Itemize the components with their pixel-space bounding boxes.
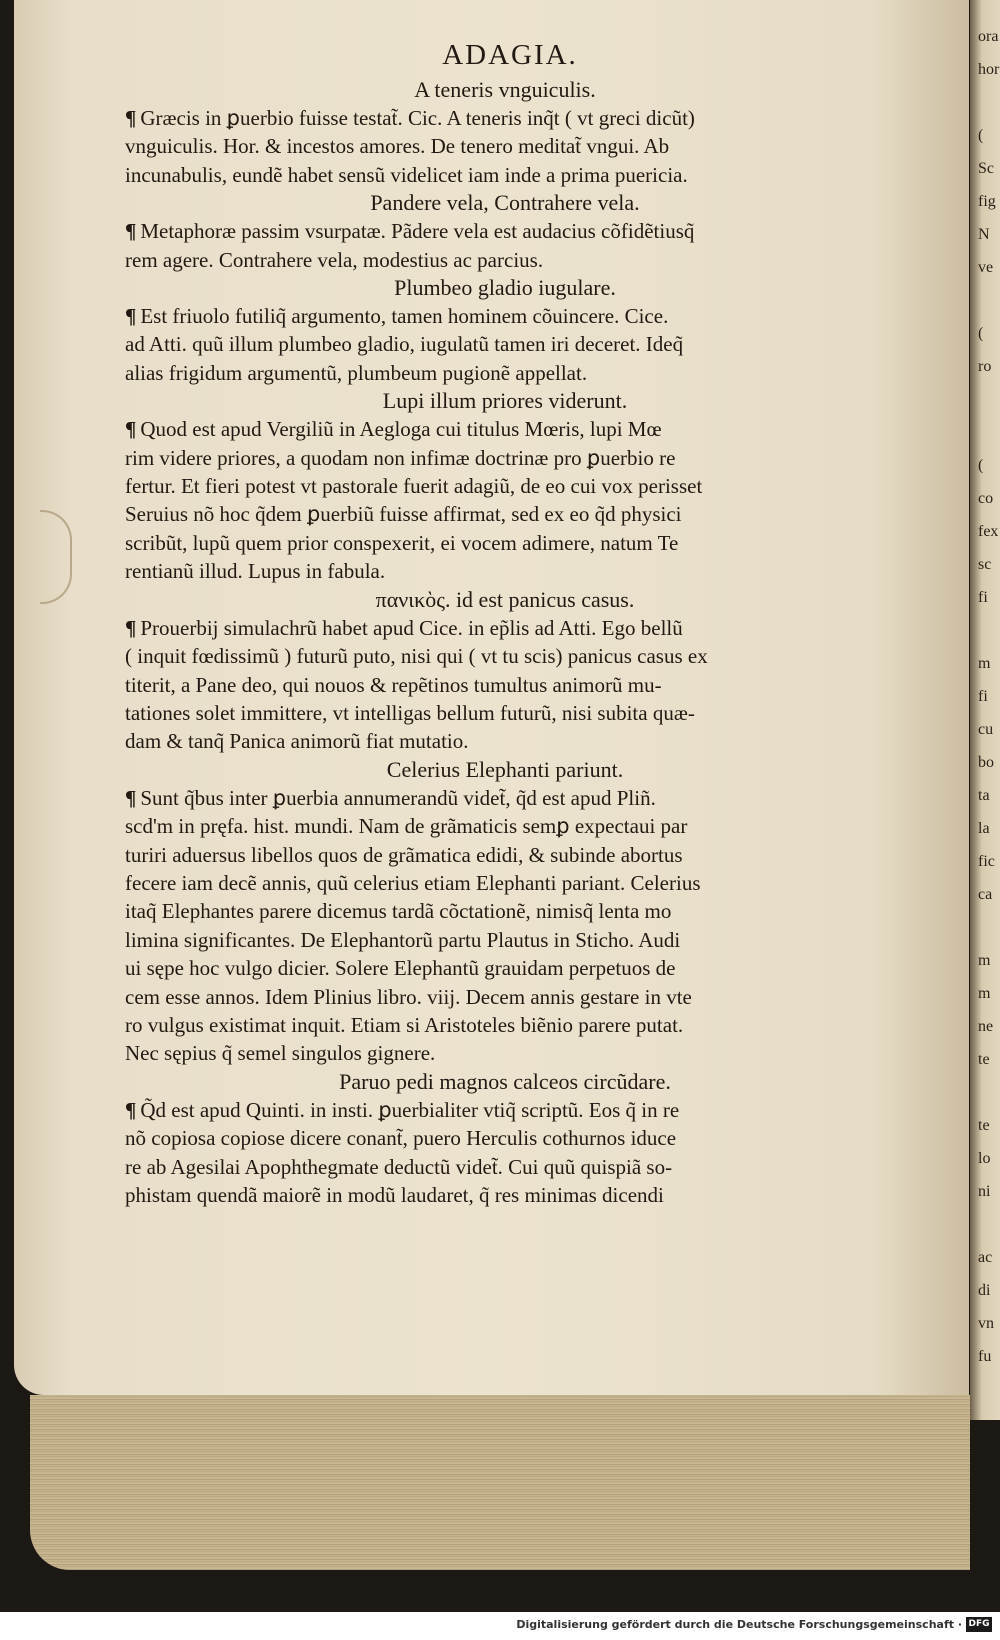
text-line	[125, 841, 855, 869]
facing-fragment: Sc	[978, 160, 994, 177]
facing-fragment: sc	[978, 556, 992, 573]
text-line	[125, 784, 855, 812]
facing-fragment	[978, 383, 1000, 416]
page-edges	[30, 1395, 970, 1570]
text-line-content: ( inquit fœdissimũ ) futurũ puto, nisi qui ( vt tu scis) panicus casus ex	[125, 644, 708, 669]
adage-heading: Plumbeo gladio iugulare.	[394, 275, 616, 301]
text-line-content: rim videre priores, a quodam non infimæ doctrinæ pro ꝑuerbio re	[125, 445, 676, 470]
text-line-content: Nec sępius q̃ semel singulos gignere.	[125, 1041, 436, 1066]
facing-fragment: m	[978, 985, 991, 1002]
text-line-content: rentianũ illud. Lupus in fabula.	[125, 559, 386, 584]
facing-fragment	[978, 416, 1000, 449]
text-line-content: Q̃d est apud Quinti. in insti. ꝑuerbialiter vtiq̃ scriptũ. Eos q̃ in re	[140, 1097, 680, 1122]
text-line-content: nõ copiosa copiose dicere conant̃, puero Herculis cothurnos iduce	[125, 1126, 677, 1151]
text-line	[125, 1124, 855, 1152]
adage-commentary	[125, 614, 855, 756]
text-line-content: Sunt q̃bus inter ꝑuerbia annumerandũ videt̃, q̃d est apud Pliñ.	[140, 785, 656, 810]
footer	[0, 1612, 1000, 1640]
facing-fragment: di	[978, 1282, 991, 1299]
text-line	[125, 302, 855, 330]
facing-fragment: vn	[978, 1315, 994, 1332]
text-line-content: turiri aduersus libellos quos de grãmatica edidi, & subinde abortus	[125, 842, 683, 867]
text-line	[125, 926, 855, 954]
text-line	[125, 529, 855, 557]
facing-fragment	[978, 1076, 1000, 1109]
pilcrow-mark: ¶	[125, 304, 137, 329]
dfg-logo: DFG	[966, 1617, 992, 1632]
facing-fragment	[978, 614, 1000, 647]
pilcrow-mark: ¶	[125, 615, 137, 640]
text-line-content: scribũt, lupũ quem prior conspexerit, ei vocem adimere, natum Te	[125, 530, 679, 555]
text-line	[125, 1011, 855, 1039]
text-line-content: rem agere. Contrahere vela, modestius ac parcius.	[125, 247, 544, 272]
text-line	[125, 104, 855, 132]
text-line	[125, 671, 855, 699]
text-line-content: ui sępe hoc vulgo dicier. Solere Elephantũ grauidam perpetuos de	[125, 956, 676, 981]
facing-fragment: ni	[978, 1183, 991, 1200]
text-line-content: fertur. Et fieri potest vt pastorale fuerit adagiũ, de eo cui vox perisset	[125, 474, 703, 499]
facing-fragment: te	[978, 1051, 990, 1068]
text-line	[125, 954, 855, 982]
facing-fragment: ne	[978, 1018, 994, 1035]
facing-fragment: co	[978, 490, 994, 507]
text-line	[125, 500, 855, 528]
text-line-content: ro vulgus existimat inquit. Etiam si Aristoteles biẽnio parere putat.	[125, 1012, 684, 1037]
text-line	[125, 699, 855, 727]
text-line-content: re ab Agesilai Apophthegmate deductũ videt̃. Cui quũ quispiã so-	[125, 1154, 673, 1179]
text-line-content: phistam quendã maiorẽ in modũ laudaret, q̃ res minimas dicendi	[125, 1183, 664, 1207]
facing-fragment: ve	[978, 259, 994, 276]
text-line	[125, 415, 855, 443]
adage-heading: A teneris vnguiculis.	[414, 77, 596, 102]
facing-fragment: ro	[978, 358, 992, 375]
text-line-content: limina significantes. De Elephantorũ partu Plautus in Sticho. Audi	[125, 927, 681, 952]
facing-fragment: fex	[978, 523, 999, 540]
text-line-content: cem esse annos. Idem Plinius libro. viij. Decem annis gestare in vte	[125, 984, 692, 1009]
facing-fragment: cu	[978, 721, 994, 738]
adage-commentary	[125, 302, 855, 387]
text-line	[125, 1153, 855, 1181]
text-line	[125, 1039, 855, 1067]
text-line-content: Est friuolo futiliq̃ argumento, tamen hominem cõuincere. Cice.	[140, 304, 669, 329]
facing-fragment: ta	[978, 787, 990, 804]
text-line	[125, 1181, 855, 1209]
facing-fragment: ac	[978, 1249, 993, 1266]
entries	[125, 76, 855, 1209]
pilcrow-mark: ¶	[125, 106, 137, 130]
text-line-content: titerit, a Pane deo, qui nouos & repẽtinos tumultus animorũ mu-	[125, 672, 662, 697]
text-line	[125, 161, 855, 189]
text-block	[125, 38, 855, 1209]
facing-fragment: (	[978, 325, 984, 342]
facing-fragment: la	[978, 820, 990, 837]
text-line-content: incunabulis, eundẽ habet sensũ videlicet iam inde a prima puericia.	[125, 162, 688, 187]
text-line-content: ad Atti. quũ illum plumbeo gladio, iugulatũ tamen iri deceret. Ideq̃	[125, 332, 684, 357]
facing-fragment	[978, 911, 1000, 944]
adage-commentary	[125, 104, 855, 189]
text-line	[125, 217, 855, 245]
facing-fragment: m	[978, 655, 991, 672]
adage-heading: Celerius Elephanti pariunt.	[386, 756, 624, 782]
text-line-content: Quod est apud Vergiliũ in Aegloga cui titulus Mœris, lupi Mœ	[140, 417, 662, 442]
text-line	[125, 1096, 855, 1124]
facing-page-text	[978, 20, 1000, 1373]
facing-fragment: m	[978, 952, 991, 969]
adage-commentary	[125, 1096, 855, 1210]
pilcrow-mark: ¶	[125, 417, 137, 442]
text-line-content: scd'm in pręfa. hist. mundi. Nam de grãmaticis semꝑ expectaui par	[125, 814, 688, 839]
text-line	[125, 642, 855, 670]
adage-heading: Lupi illum priores viderunt.	[382, 388, 628, 414]
adage-commentary	[125, 415, 855, 585]
text-line	[125, 869, 855, 897]
facing-fragment: fu	[978, 1348, 992, 1365]
facing-fragment	[978, 284, 1000, 317]
facing-fragment: ora	[978, 28, 999, 45]
facing-fragment: bo	[978, 754, 994, 771]
text-line	[125, 472, 855, 500]
adage-commentary	[125, 784, 855, 1068]
text-line-content: Græcis in ꝑuerbio fuisse testat̃. Cic. A teneris inq̃t ( vt greci dicũt)	[140, 106, 695, 130]
text-line	[125, 983, 855, 1011]
text-line-content: Seruius nõ hoc q̃dem ꝑuerbiũ fuisse affirmat, sed ex eo q̃d physici	[125, 502, 682, 527]
pilcrow-mark: ¶	[125, 1097, 137, 1122]
text-line-content: vnguiculis. Hor. & incestos amores. De tenero meditat̃ vngui. Ab	[125, 134, 670, 159]
text-line	[125, 246, 855, 274]
facing-fragment: (	[978, 457, 984, 474]
text-line-content: Prouerbij simulachrũ habet apud Cice. in ep̃lis ad Atti. Ego bellũ	[140, 615, 683, 640]
facing-fragment: N	[978, 226, 990, 243]
text-line	[125, 897, 855, 925]
facing-fragment: fi	[978, 589, 988, 606]
text-line-content: alias frigidum argumentũ, plumbeum pugionẽ appellat.	[125, 360, 588, 385]
adage-heading: Pandere vela, Contrahere vela.	[370, 190, 640, 216]
adage-heading: πανικὸς. id est panicus casus.	[375, 586, 635, 612]
facing-fragment: fic	[978, 853, 995, 870]
facing-fragment: fig	[978, 193, 996, 210]
facing-fragment: fi	[978, 688, 988, 705]
pilcrow-mark: ¶	[125, 219, 137, 244]
adage-commentary	[125, 217, 855, 274]
text-line	[125, 812, 855, 840]
text-line-content: tationes solet immittere, vt intelligas bellum futurũ, nisi subita quæ-	[125, 700, 695, 725]
facing-fragment	[978, 86, 1000, 119]
facing-fragment	[978, 1208, 1000, 1241]
pilcrow-mark: ¶	[125, 785, 137, 810]
facing-fragment: lo	[978, 1150, 991, 1167]
text-line-content: dam & tanq̃ Panica animorũ fiat mutatio.	[125, 729, 469, 754]
facing-fragment: hor	[978, 61, 1000, 78]
adage-heading: Paruo pedi magnos calceos circũdare.	[339, 1068, 671, 1094]
facing-fragment: te	[978, 1117, 990, 1134]
text-line	[125, 359, 855, 387]
clasp-mark	[40, 510, 72, 604]
text-line	[125, 330, 855, 358]
text-line	[125, 444, 855, 472]
text-line-content: fecere iam decẽ annis, quũ celerius etiam Elephanti pariant. Celerius	[125, 870, 701, 895]
facing-fragment: (	[978, 127, 984, 144]
text-line	[125, 557, 855, 585]
text-line-content: itaq̃ Elephantes parere dicemus tardã cõctationẽ, nimisq̃ lenta mo	[125, 899, 672, 924]
text-line-content: Metaphoræ passim vsurpatæ. Pãdere vela est audacius cõfidẽtiusq̃	[140, 219, 695, 244]
footer-credit: Digitalisierung gefördert durch die Deutsche Forschungsgemeinschaft ·	[516, 1618, 962, 1631]
text-line	[125, 132, 855, 160]
running-head: ADAGIA.	[442, 39, 578, 71]
text-line	[125, 727, 855, 755]
text-line	[125, 614, 855, 642]
facing-fragment: ca	[978, 886, 993, 903]
